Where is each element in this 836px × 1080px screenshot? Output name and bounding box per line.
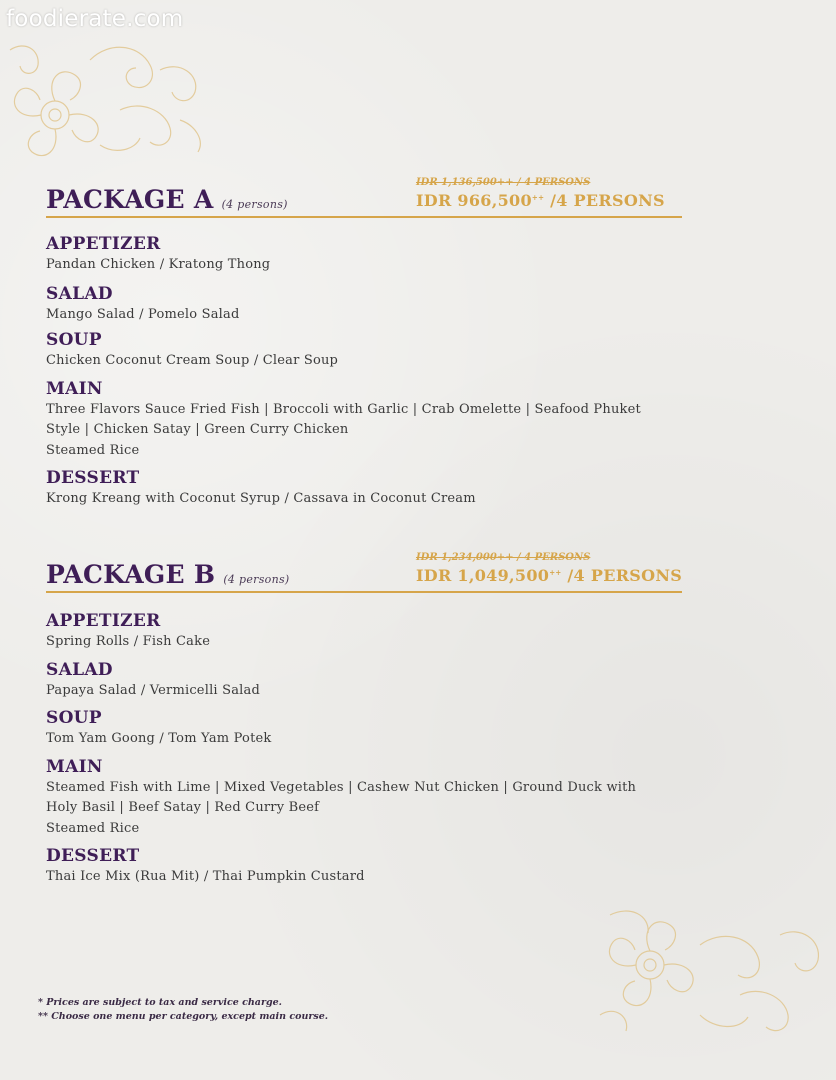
- price-sup: ++: [531, 193, 545, 202]
- menu-section-salad: [46, 284, 686, 326]
- package-header: [46, 551, 682, 593]
- watermark: foodierate.com: [6, 6, 184, 32]
- discounted-price: [416, 191, 665, 210]
- package-a: [46, 176, 686, 510]
- category-title: SALAD: [46, 659, 113, 680]
- category-items: Thai Ice Mix (Rua Mit) / Thai Pumpkin Custard: [46, 869, 365, 884]
- menu-section-dessert: [46, 468, 686, 510]
- package-title: [46, 560, 290, 589]
- category-title: SOUP: [46, 330, 102, 350]
- category-title: APPETIZER: [46, 611, 161, 631]
- footnote-choose: ** Choose one menu per category, except main course.: [38, 1010, 329, 1022]
- category-items: Spring Rolls / Fish Cake: [46, 634, 211, 649]
- floral-ornament-icon: [590, 905, 836, 1045]
- category-items: Papaya Salad / Vermicelli Salad: [46, 682, 260, 698]
- footnotes: [38, 996, 328, 1023]
- price-sup: ++: [549, 568, 562, 577]
- menu-section-main: [46, 379, 686, 462]
- menu-section-appetizer: [46, 234, 686, 276]
- package-title-text: PACKAGE A: [46, 185, 214, 214]
- original-price: IDR 1,234,000++ / 4 PERSONS: [416, 552, 591, 563]
- category-items: Pandan Chicken / Kratong Thong: [46, 257, 271, 272]
- price-amount: IDR 966,500: [416, 191, 532, 210]
- menu-section-soup: [46, 330, 686, 372]
- discounted-price: [416, 566, 682, 585]
- menu-section-salad: [46, 660, 686, 702]
- package-title-text: PACKAGE B: [46, 560, 216, 589]
- package-header: [46, 176, 682, 218]
- category-items: Tom Yam Goong / Tom Yam Potek: [46, 731, 272, 746]
- category-title: DESSERT: [46, 846, 140, 866]
- floral-ornament-icon: [0, 20, 225, 170]
- menu-section-soup: [46, 708, 686, 750]
- price-suffix: /4 PERSONS: [561, 566, 683, 585]
- category-title: MAIN: [46, 756, 103, 777]
- category-items: Mango Salad / Pomelo Salad: [46, 306, 240, 322]
- category-title: SOUP: [46, 708, 102, 728]
- package-b: [46, 551, 686, 888]
- price-suffix: /4 PERSONS: [544, 191, 665, 210]
- category-items: Steamed Fish with Lime | Mixed Vegetables | Cashew Nut Chicken | Ground Duck with Holy Basil | Beef Satay | Red Curry Beef Steamed Rice: [46, 779, 637, 836]
- footnote-tax: * Prices are subject to tax and service charge.: [38, 997, 282, 1008]
- category-title: DESSERT: [46, 468, 140, 488]
- package-persons: (4 persons): [223, 573, 290, 586]
- menu-section-main: [46, 757, 686, 840]
- category-items: Krong Kreang with Coconut Syrup / Cassava in Coconut Cream: [46, 491, 476, 506]
- menu-section-appetizer: [46, 611, 686, 653]
- original-price: IDR 1,136,500++ / 4 PERSONS: [416, 177, 591, 188]
- category-items: Chicken Coconut Cream Soup / Clear Soup: [46, 353, 339, 368]
- category-title: MAIN: [46, 378, 103, 399]
- category-title: APPETIZER: [46, 234, 161, 254]
- package-title: [46, 185, 288, 214]
- price-amount: IDR 1,049,500: [416, 566, 550, 585]
- menu-section-dessert: [46, 846, 686, 888]
- category-items: Three Flavors Sauce Fried Fish | Broccoli with Garlic | Crab Omelette | Seafood Phuket Style | Chicken Satay | Green Curry Chicken Steamed Rice: [46, 401, 641, 458]
- category-title: SALAD: [46, 283, 113, 304]
- package-persons: (4 persons): [221, 198, 288, 211]
